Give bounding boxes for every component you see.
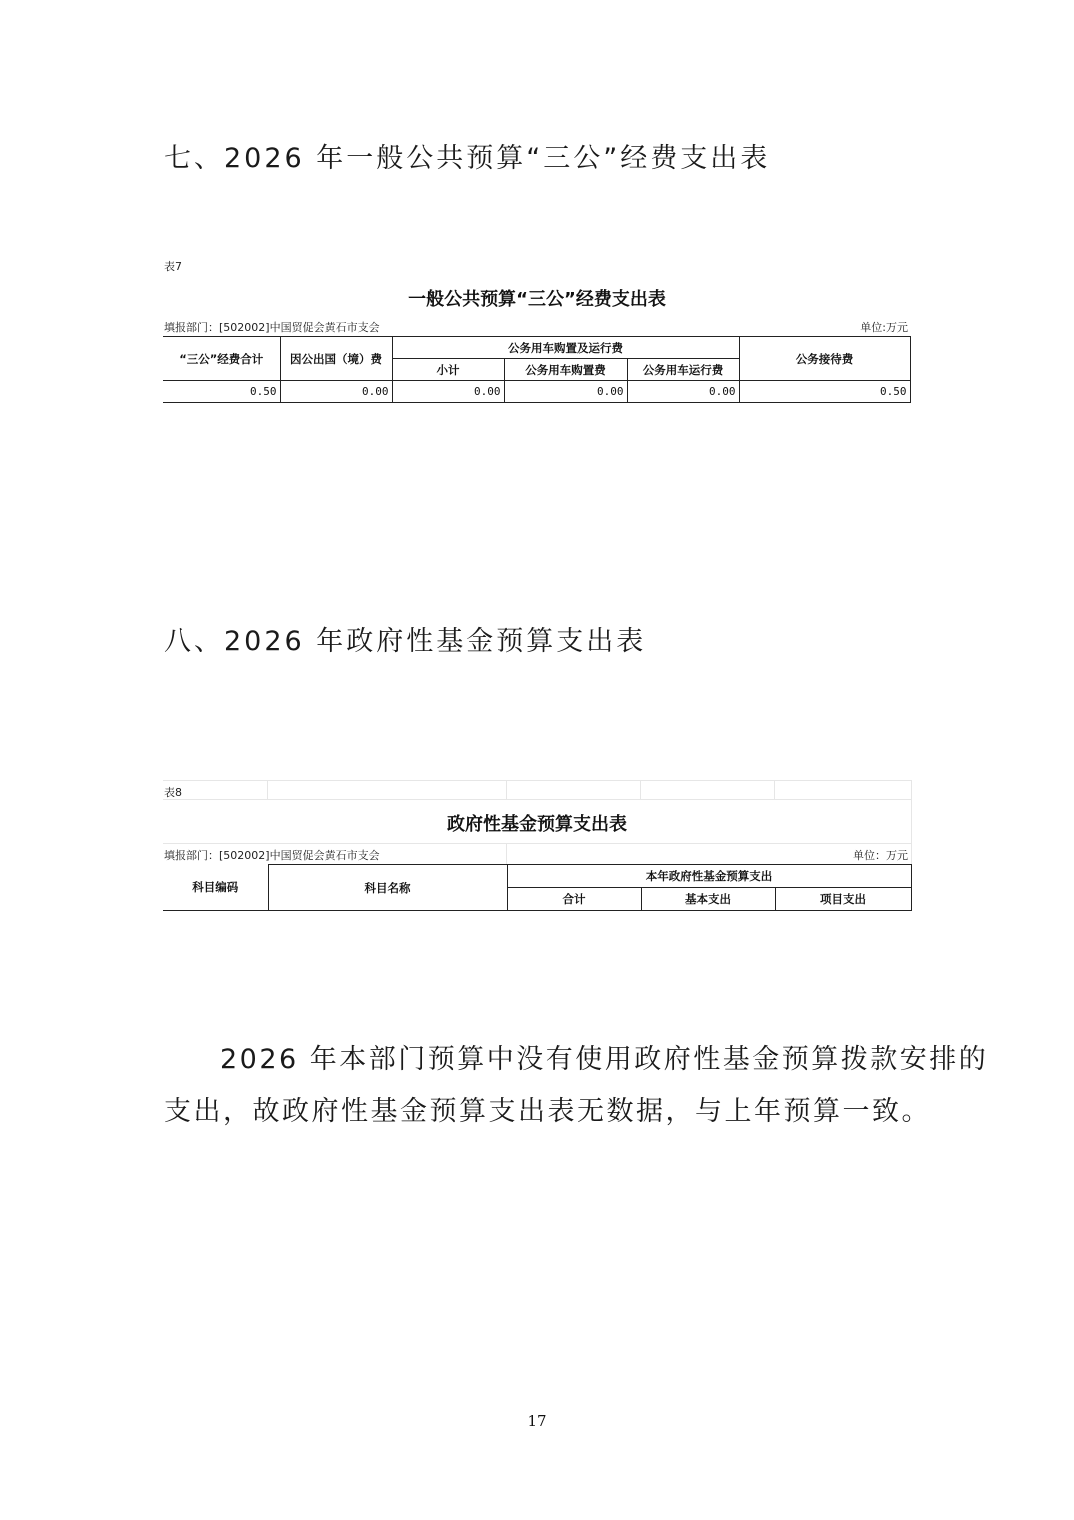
th-code: 科目编码	[163, 865, 268, 911]
th-project: 项目支出	[775, 888, 911, 911]
page-number: 17	[527, 1412, 547, 1430]
cell-purchase: 0.00	[504, 381, 627, 403]
th-fund-total: 合计	[507, 888, 641, 911]
th-operation: 公务用车运行费	[627, 359, 739, 381]
table7-title: 一般公共预算“三公”经费支出表	[408, 289, 666, 310]
table7-number: 表7	[164, 260, 182, 273]
th-subtotal: 小计	[392, 359, 504, 381]
table8-title: 政府性基金预算支出表	[447, 814, 627, 835]
section8-heading: 八、2026 年政府性基金预算支出表	[164, 626, 647, 657]
th-abroad: 因公出国（境）费	[280, 337, 392, 381]
th-purchase: 公务用车购置费	[504, 359, 627, 381]
cell-reception: 0.50	[739, 381, 910, 403]
th-reception: 公务接待费	[739, 337, 910, 381]
table8-dept: 填报部门：[502002]中国贸促会黄石市支会	[164, 849, 380, 862]
th-name: 科目名称	[268, 865, 507, 911]
cell-abroad: 0.00	[280, 381, 392, 403]
cell-total: 0.50	[163, 381, 280, 403]
table7-dept: 填报部门：[502002]中国贸促会黄石市支会	[164, 321, 380, 334]
table7-unit: 单位:万元	[860, 321, 908, 334]
section7-heading: 七、2026 年一般公共预算“三公”经费支出表	[164, 143, 771, 174]
th-group: 本年政府性基金预算支出	[507, 865, 911, 888]
th-vehicle-group: 公务用车购置及运行费	[392, 337, 739, 359]
table8-number: 表8	[164, 786, 182, 799]
table8-unit: 单位：万元	[853, 849, 908, 862]
table7	[163, 336, 911, 403]
cell-subtotal: 0.00	[392, 381, 504, 403]
th-basic: 基本支出	[641, 888, 775, 911]
table8	[163, 864, 912, 911]
th-total: “三公”经费合计	[163, 337, 280, 381]
cell-operation: 0.00	[627, 381, 739, 403]
explanation-paragraph: 2026 年本部门预算中没有使用政府性基金预算拨款安排的支出，故政府性基金预算支出表无数据，与上年预算一致。	[164, 1044, 989, 1127]
